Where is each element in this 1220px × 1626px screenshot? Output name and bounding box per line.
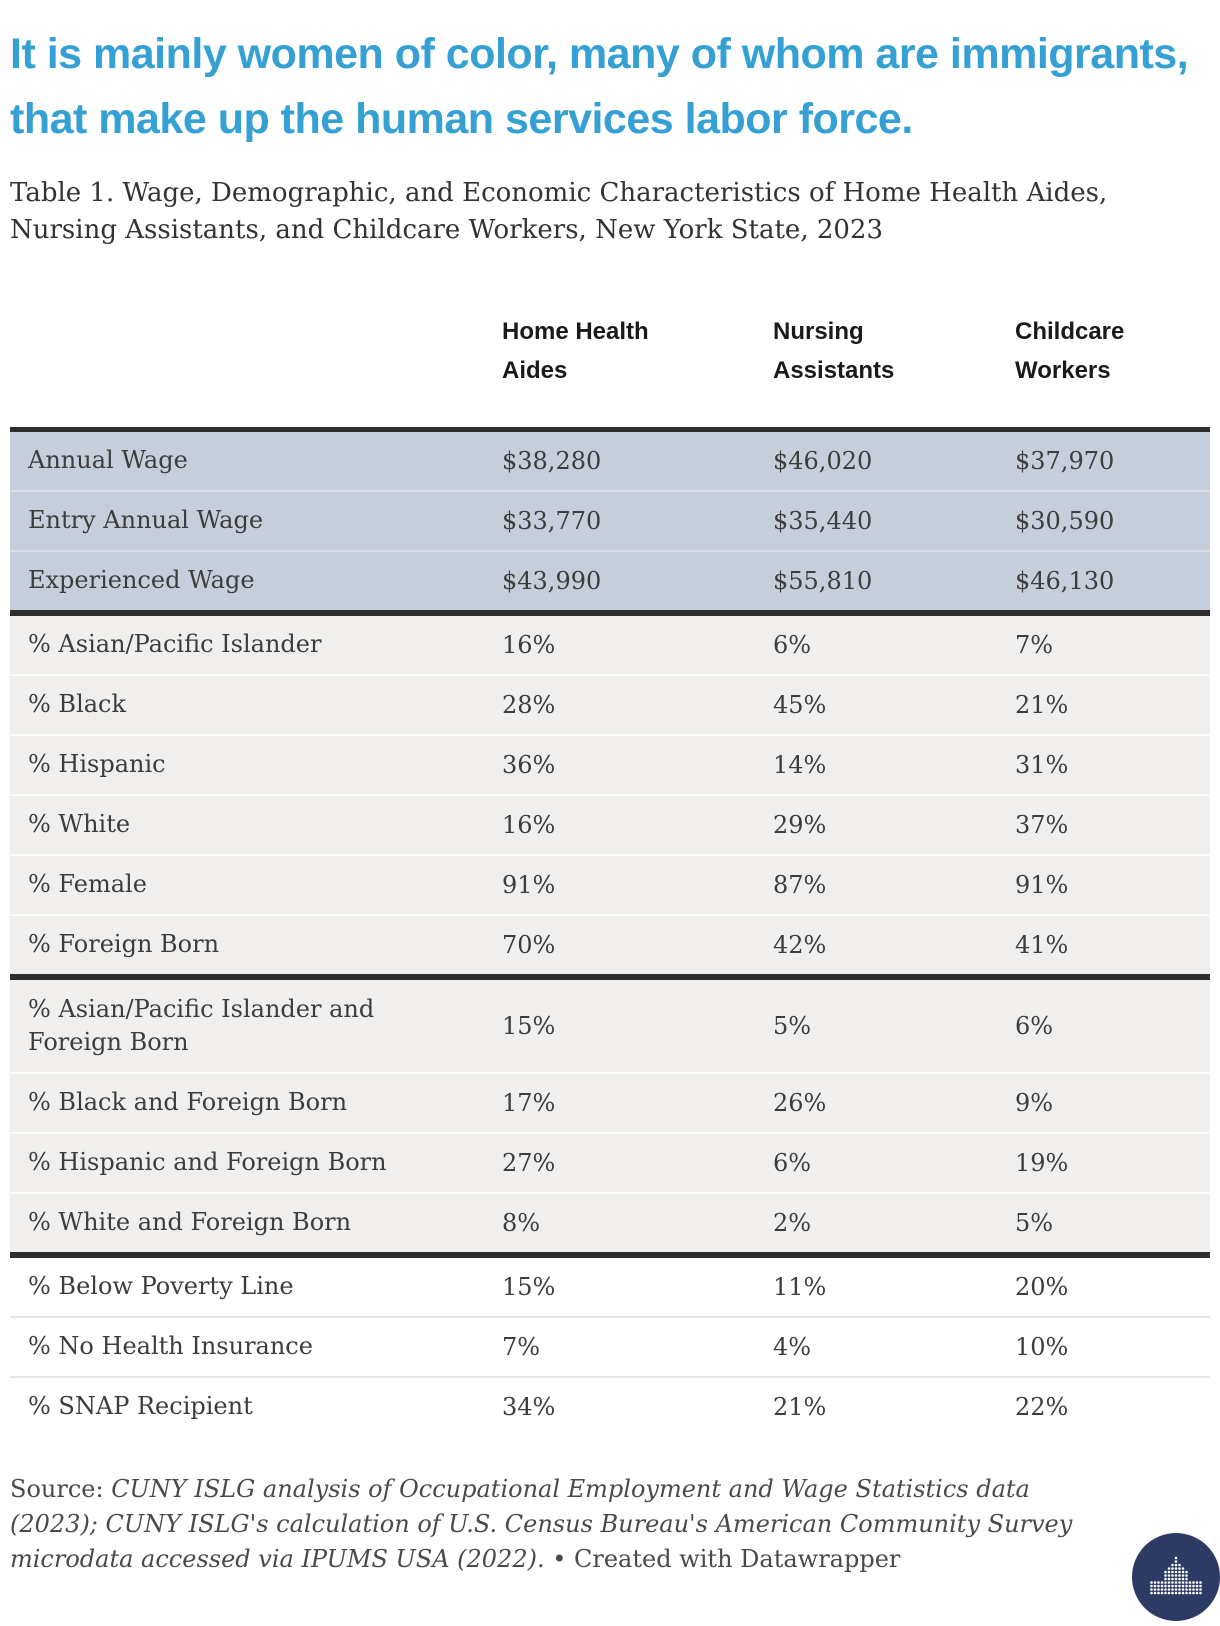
table-row <box>10 1192 1210 1252</box>
row-label: Annual Wage <box>28 446 188 475</box>
cell-value: $30,590 <box>1015 506 1115 535</box>
cell-value: 91% <box>1015 870 1069 899</box>
cell-value: 10% <box>1015 1332 1069 1361</box>
cell-value: $46,020 <box>773 446 873 475</box>
row-label: % Female <box>28 870 147 899</box>
row-label: Entry Annual Wage <box>28 506 264 535</box>
table-row <box>10 674 1210 734</box>
cell-value: 34% <box>502 1392 556 1421</box>
table-subtitle: Table 1. Wage, Demographic, and Economic Characteristics of Home Health Aides, Nursing Assistants, and Childcare Workers, New York State, 2023 <box>10 178 1108 245</box>
cell-value: $43,990 <box>502 566 602 595</box>
datawrapper-credit: Created with Datawrapper <box>574 1544 901 1573</box>
cell-value: $35,440 <box>773 506 873 535</box>
cell-value: 15% <box>502 1011 556 1040</box>
cell-value: 17% <box>502 1088 556 1117</box>
cell-value: $38,280 <box>502 446 602 475</box>
cell-value: 2% <box>773 1208 812 1237</box>
section-foreign-born-intersections <box>10 974 1210 1252</box>
cell-value: 28% <box>502 690 556 719</box>
cell-value: 70% <box>502 930 556 959</box>
cell-value: 42% <box>773 930 827 959</box>
row-label: % Asian/Pacific Islander and Foreign Born <box>28 995 375 1056</box>
row-label: Experienced Wage <box>28 566 255 595</box>
cell-value: 41% <box>1015 930 1069 959</box>
table-row <box>10 616 1210 674</box>
table-row <box>10 1316 1210 1376</box>
cuny-islg-logo <box>1132 1533 1220 1621</box>
row-label: % Foreign Born <box>28 930 220 959</box>
cell-value: 16% <box>502 630 556 659</box>
row-label: % Below Poverty Line <box>28 1272 294 1301</box>
table-header-row <box>10 313 1210 427</box>
cell-value: 5% <box>1015 1208 1054 1237</box>
table-row <box>10 980 1210 1072</box>
cell-value: 21% <box>1015 690 1069 719</box>
section-economic <box>10 1252 1210 1436</box>
row-label: % Hispanic and Foreign Born <box>28 1148 387 1177</box>
row-label: % Hispanic <box>28 750 166 779</box>
row-label: % White and Foreign Born <box>28 1208 352 1237</box>
cell-value: 7% <box>502 1332 541 1361</box>
table-row <box>10 734 1210 794</box>
cell-value: 4% <box>773 1332 812 1361</box>
cell-value: 19% <box>1015 1148 1069 1177</box>
cell-value: 6% <box>773 1148 812 1177</box>
cell-value: 91% <box>502 870 556 899</box>
source-citation: CUNY ISLG analysis of Occupational Employment and Wage Statistics data (2023); CUNY ISLG's calculation of U.S. Census Bureau's American Community Survey microdata accessed via IPUMS USA (2022). <box>10 1474 1073 1573</box>
page-title: It is mainly women of color, many of whom are immigrants, that make up the human services labor force. <box>10 30 1189 143</box>
table-row <box>10 854 1210 914</box>
table-row <box>10 432 1210 490</box>
cell-value: 26% <box>773 1088 827 1117</box>
row-label: % No Health Insurance <box>28 1332 313 1361</box>
row-label: % Black <box>28 690 127 719</box>
table-row <box>10 1376 1210 1436</box>
cell-value: 6% <box>1015 1011 1054 1040</box>
column-header-nursing-assistants: Nursing Assistants <box>773 317 895 384</box>
cell-value: 36% <box>502 750 556 779</box>
table-row <box>10 1258 1210 1316</box>
cell-value: $37,970 <box>1015 446 1115 475</box>
table-row <box>10 914 1210 974</box>
row-label: % SNAP Recipient <box>28 1392 253 1421</box>
cell-value: 22% <box>1015 1392 1069 1421</box>
cell-value: 6% <box>773 630 812 659</box>
section-wages <box>10 427 1210 610</box>
table-row <box>10 550 1210 610</box>
cell-value: 8% <box>502 1208 541 1237</box>
cell-value: 11% <box>773 1272 827 1301</box>
row-label: % White <box>28 810 131 839</box>
table-row <box>10 490 1210 550</box>
cell-value: 21% <box>773 1392 827 1421</box>
cell-value: $46,130 <box>1015 566 1115 595</box>
cell-value: 31% <box>1015 750 1069 779</box>
row-label: % Asian/Pacific Islander <box>28 630 322 659</box>
cell-value: 16% <box>502 810 556 839</box>
cell-value: 37% <box>1015 810 1069 839</box>
table-row <box>10 1132 1210 1192</box>
cell-value: 87% <box>773 870 827 899</box>
table-row <box>10 794 1210 854</box>
cell-value: 7% <box>1015 630 1054 659</box>
source-note <box>10 1472 1080 1577</box>
cell-value: 9% <box>1015 1088 1054 1117</box>
source-prefix: Source: <box>10 1474 112 1503</box>
row-label: % Black and Foreign Born <box>28 1088 348 1117</box>
cell-value: 14% <box>773 750 827 779</box>
cell-value: 29% <box>773 810 827 839</box>
table-row <box>10 1072 1210 1132</box>
section-demographics <box>10 610 1210 974</box>
cell-value: 20% <box>1015 1272 1069 1301</box>
source-separator: • <box>544 1544 575 1573</box>
column-header-childcare-workers: Childcare Workers <box>1015 317 1125 384</box>
column-header-home-health-aides: Home Health Aides <box>502 317 649 384</box>
cell-value: 45% <box>773 690 827 719</box>
cell-value: $55,810 <box>773 566 873 595</box>
cell-value: $33,770 <box>502 506 602 535</box>
cell-value: 27% <box>502 1148 556 1177</box>
cell-value: 15% <box>502 1272 556 1301</box>
capitol-icon <box>1132 1533 1220 1621</box>
cell-value: 5% <box>773 1011 812 1040</box>
